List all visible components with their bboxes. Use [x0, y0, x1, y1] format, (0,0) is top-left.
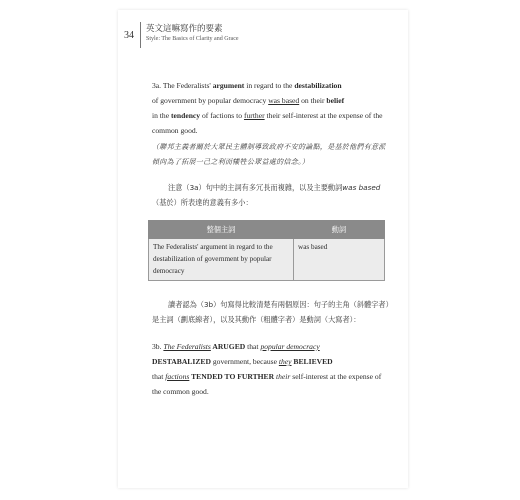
table-cell-subject: The Federalists' argument in regard to the destabilization of government by popular democracy	[149, 239, 294, 281]
example-3b-subject: popular democracy	[260, 342, 320, 351]
table-row	[149, 239, 385, 281]
example-3a-text: of government by popular democracy	[152, 96, 269, 105]
page-header	[118, 14, 408, 54]
example-3a-text: their self-interest at the expense of the common good.	[152, 111, 383, 135]
example-3b-text: 3b.	[152, 342, 164, 351]
note-a-text: 注意（3a）句中的主詞有多冗長而複雜，以及主要動詞	[168, 183, 343, 192]
note-paragraph-b: 讀者認為（3b）句寫得比較清楚有兩個原因：句子的主角（斜體字者）是主詞（劃底線者），以及其動作（粗體字者）是動詞（大寫者）：	[152, 300, 390, 324]
note-a-italic: was based	[342, 183, 381, 192]
example-3b-subject: The Federalists	[163, 342, 211, 351]
book-page	[118, 10, 408, 488]
example-3b-verb: DESTABALIZED	[152, 357, 211, 366]
note-paragraph-a	[152, 180, 392, 210]
table-header-subject: 整個主詞	[149, 221, 294, 239]
example-3a-text: in regard to the	[244, 81, 295, 90]
header-divider	[140, 22, 141, 48]
example-3a-translation: （聯邦主義者關於大眾民主體制導致政府不安的論點，是基於他們有意派傾向為了拓展一己之利而犧牲公眾益處的信念。）	[152, 143, 386, 166]
example-3a-bold: tendency	[170, 111, 201, 120]
example-3a-bold: destabilization	[294, 81, 342, 90]
example-3a	[152, 78, 392, 138]
example-3a-underlined: further	[243, 111, 265, 120]
example-3a-bold: belief	[326, 96, 345, 105]
example-3b-text: that	[152, 372, 166, 381]
example-3b-verb: TENDED TO FURTHER	[189, 372, 277, 381]
note-a-text: （基於）所表達的意義有多小：	[152, 198, 253, 207]
example-3b-subject: factions	[165, 372, 190, 381]
example-3b-subject: they	[278, 357, 292, 366]
example-3b-italic: their	[276, 372, 291, 381]
example-3b-verb: ARUGED	[210, 342, 246, 351]
book-title-english: Style: The Basics of Clarity and Grace	[146, 36, 239, 42]
example-3b-verb: BELIEVED	[291, 357, 333, 366]
example-3b-text: government, because	[210, 357, 279, 366]
table-header-row	[149, 221, 385, 239]
example-3a-underlined: was based	[268, 96, 300, 105]
table-header-verb: 動詞	[294, 221, 385, 239]
page-content	[152, 78, 392, 399]
example-3a-text: on their	[299, 96, 327, 105]
example-3a-bold: argument	[212, 81, 245, 90]
book-title-chinese: 英文這嘛寫作的要素	[146, 23, 223, 33]
page-number: 34	[124, 30, 134, 41]
example-3a-text: in the	[152, 111, 171, 120]
example-3b	[152, 339, 392, 399]
example-3a-text: 3a. The Federalists'	[152, 81, 213, 90]
example-3b-text: self-interest at the expense of the common good.	[152, 372, 382, 396]
example-3b-text: that	[245, 342, 261, 351]
subject-verb-table	[148, 220, 385, 281]
table-cell-verb: was based	[294, 239, 385, 281]
example-3a-text: of factions to	[200, 111, 244, 120]
